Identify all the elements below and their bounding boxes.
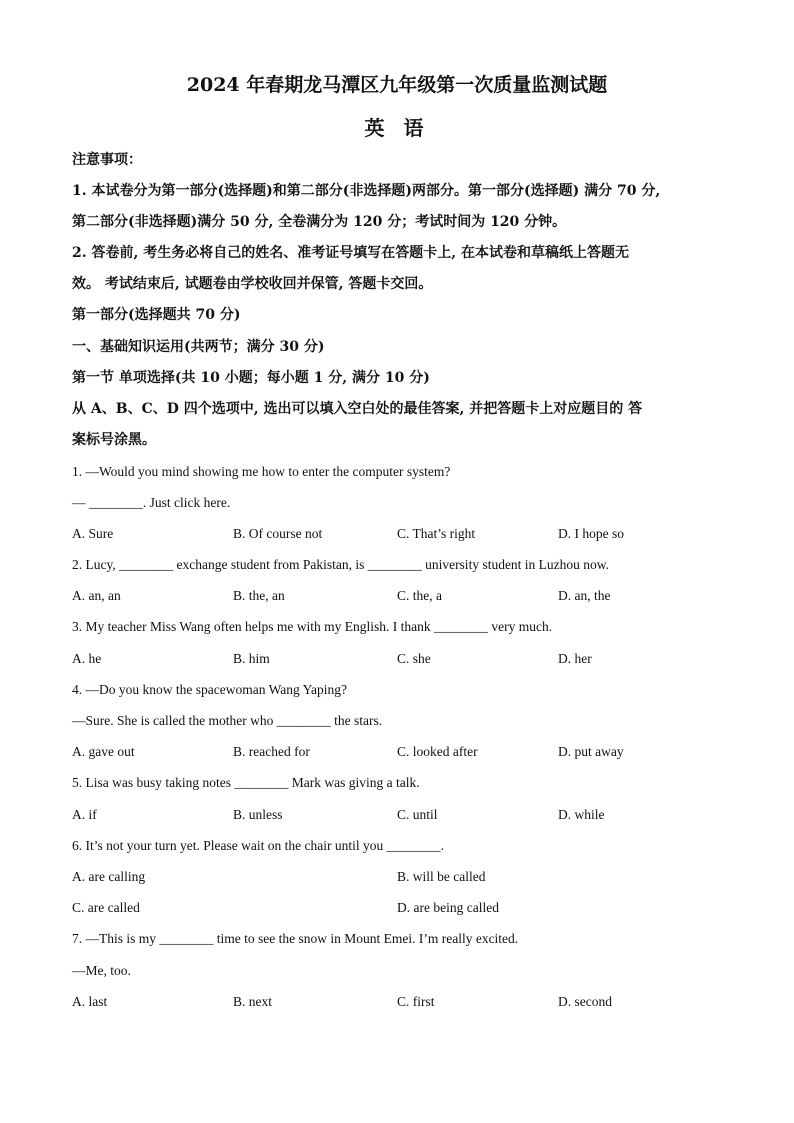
question-3-option-a: A. he (72, 651, 102, 666)
notice-line-1: 1. 本试卷分为第一部分(选择题)和第二部分(非选择题)两部分。第一部分(选择题) 满分 70 分, (72, 183, 661, 199)
question-1-stem: 1. —Would you mind showing me how to enter the computer system? (72, 464, 451, 479)
question-3-option-b: B. him (233, 651, 270, 666)
question-7-reply: —Me, too. (72, 963, 131, 978)
question-6-stem: 6. It’s not your turn yet. Please wait on the chair until you ________. (72, 838, 444, 853)
question-4-option-b: B. reached for (233, 744, 310, 759)
question-2-option-a: A. an, an (72, 588, 121, 603)
question-3-option-c: C. she (397, 651, 431, 666)
question-4-reply: —Sure. She is called the mother who ________ the stars. (72, 713, 383, 728)
question-6-option-d: D. are being called (397, 900, 499, 915)
question-5-option-d: D. while (558, 807, 605, 822)
instruction-line-2: 案标号涂黑。 (72, 432, 156, 448)
notice-line-2: 第二部分(非选择题)满分 50 分, 全卷满分为 120 分；考试时间为 120 分钟。 (72, 214, 567, 230)
question-1-option-a: A. Sure (72, 526, 114, 541)
question-4-option-d: D. put away (558, 744, 624, 759)
question-1-option-d: D. I hope so (558, 526, 624, 541)
question-7-option-d: D. second (558, 994, 612, 1009)
question-4-stem: 4. —Do you know the spacewoman Wang Yaping? (72, 682, 348, 697)
question-6-option-b: B. will be called (397, 869, 486, 884)
question-5-option-b: B. unless (233, 807, 283, 822)
question-2-stem: 2. Lucy, ________ exchange student from Pakistan, is ________ university student in Luzhou now. (72, 557, 610, 572)
question-1-option-b: B. Of course not (233, 526, 323, 541)
question-6-option-a: A. are calling (72, 869, 146, 884)
question-3-stem: 3. My teacher Miss Wang often helps me with my English. I thank ________ very much. (72, 619, 553, 634)
question-5-stem: 5. Lisa was busy taking notes ________ Mark was giving a talk. (72, 775, 420, 790)
subsection1-heading: 第一节 单项选择(共 10 小题；每小题 1 分, 满分 10 分) (72, 370, 430, 386)
question-2-option-b: B. the, an (233, 588, 285, 603)
notice-heading: 注意事项： (72, 152, 142, 168)
question-6-option-c: C. are called (72, 900, 140, 915)
question-4-option-c: C. looked after (397, 744, 478, 759)
question-7-stem: 7. —This is my ________ time to see the snow in Mount Emei. I’m really excited. (72, 931, 519, 946)
notice-line-4: 效。 考试结束后, 试题卷由学校收回并保管, 答题卡交回。 (72, 276, 433, 292)
question-7-option-a: A. last (72, 994, 108, 1009)
section1-heading: 一、基础知识运用(共两节；满分 30 分) (72, 339, 325, 355)
question-4-option-a: A. gave out (72, 744, 135, 759)
part1-heading: 第一部分(选择题共 70 分) (72, 307, 241, 323)
question-7-option-c: C. first (397, 994, 435, 1009)
notice-line-3: 2. 答卷前, 考生务必将自己的姓名、准考证号填写在答题卡上, 在本试卷和草稿纸上答题无 (72, 245, 629, 261)
question-5-option-c: C. until (397, 807, 438, 822)
instruction-line-1: 从 A、B、C、D 四个选项中, 选出可以填入空白处的最佳答案, 并把答题卡上对应题目的 答 (72, 401, 643, 417)
question-3-option-d: D. her (558, 651, 592, 666)
question-5-option-a: A. if (72, 807, 97, 822)
question-1-reply: — ________. Just click here. (72, 495, 231, 510)
subject-title: 英 语 (364, 116, 430, 140)
question-2-option-c: C. the, a (397, 588, 442, 603)
exam-title: 2024 年春期龙马潭区九年级第一次质量监测试题 (186, 74, 608, 96)
question-2-option-d: D. an, the (558, 588, 611, 603)
question-1-option-c: C. That’s right (397, 526, 476, 541)
question-7-option-b: B. next (233, 994, 272, 1009)
